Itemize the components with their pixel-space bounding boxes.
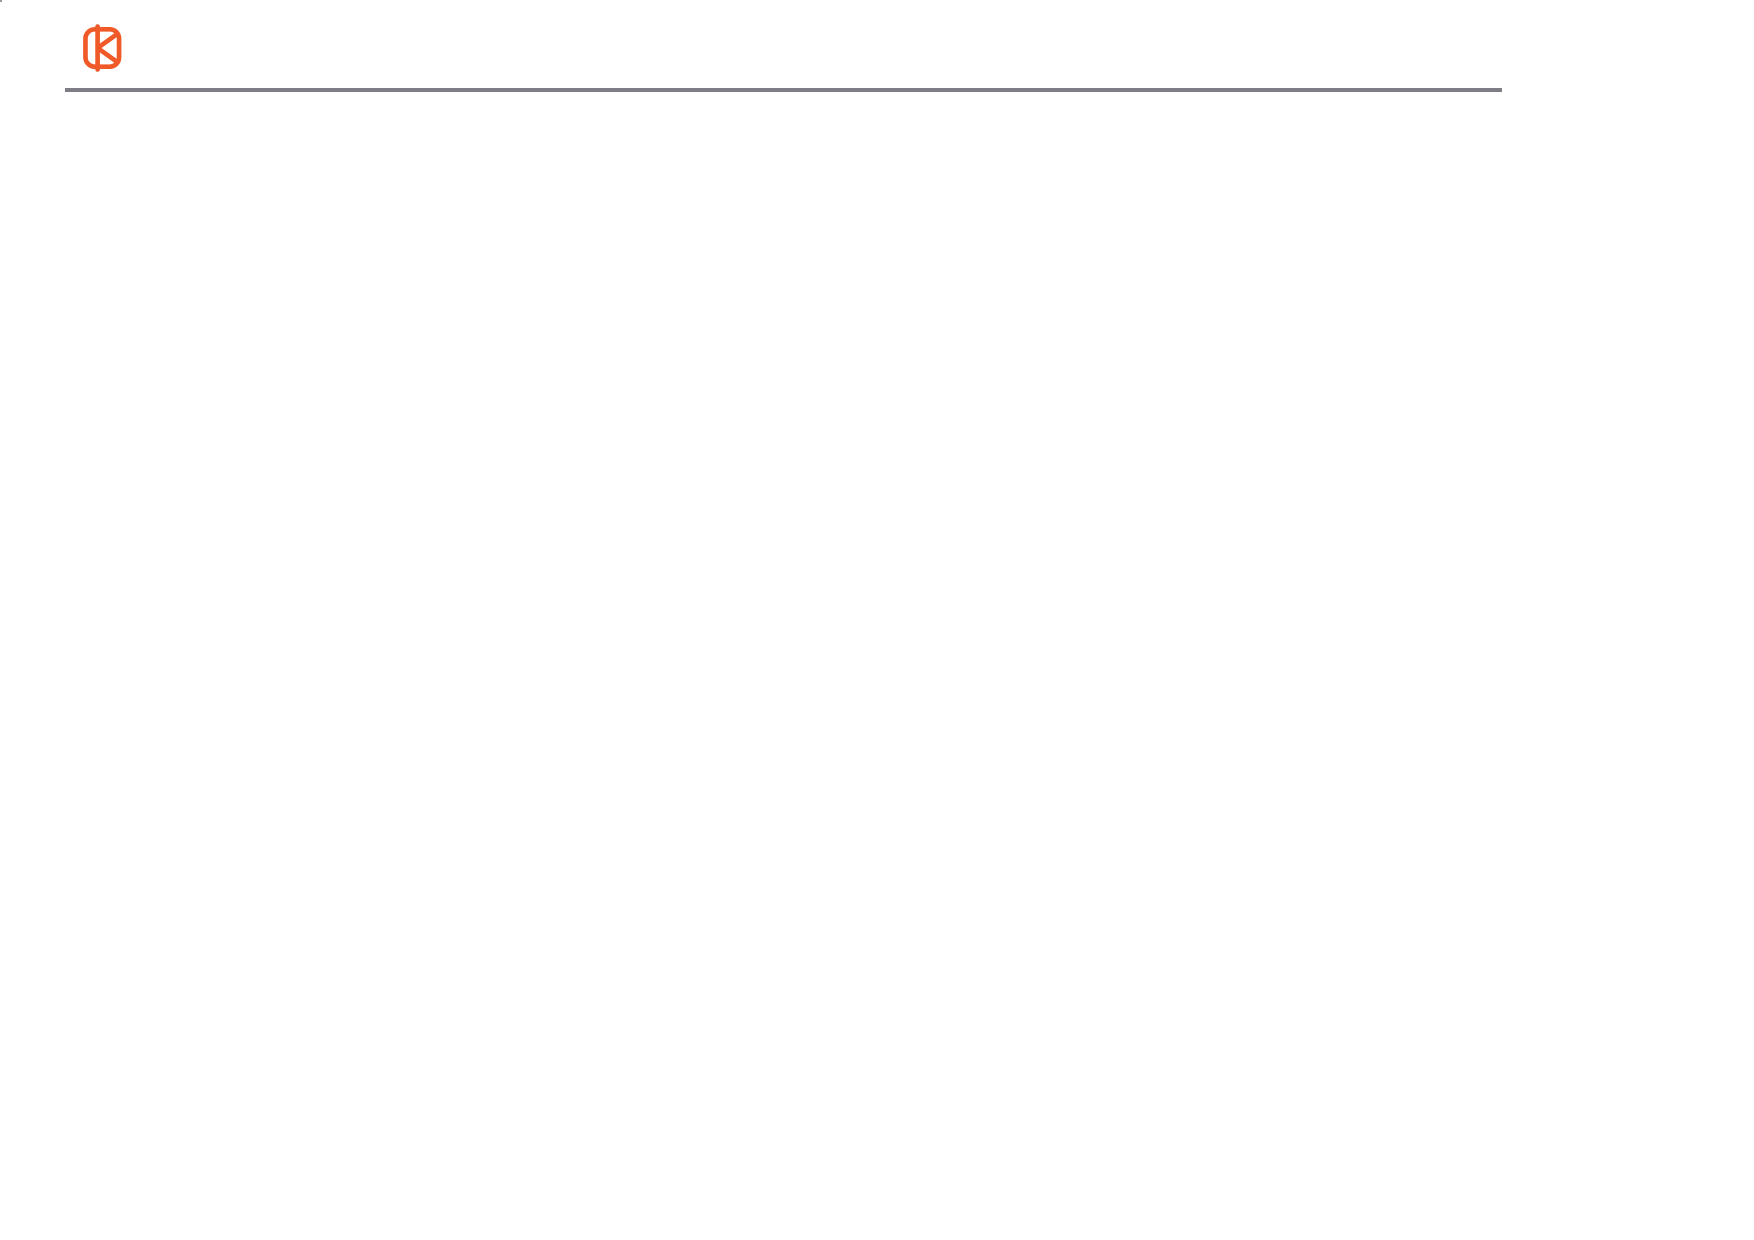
spec-table-colgroup	[65, 163, 1502, 297]
flics-logo-icon	[78, 20, 134, 76]
table-header-row	[65, 163, 1502, 297]
header-divider	[65, 88, 1502, 92]
vna-chart-wide	[0, 0, 2, 2]
spec-table	[65, 163, 1502, 297]
company-logo	[78, 20, 144, 76]
